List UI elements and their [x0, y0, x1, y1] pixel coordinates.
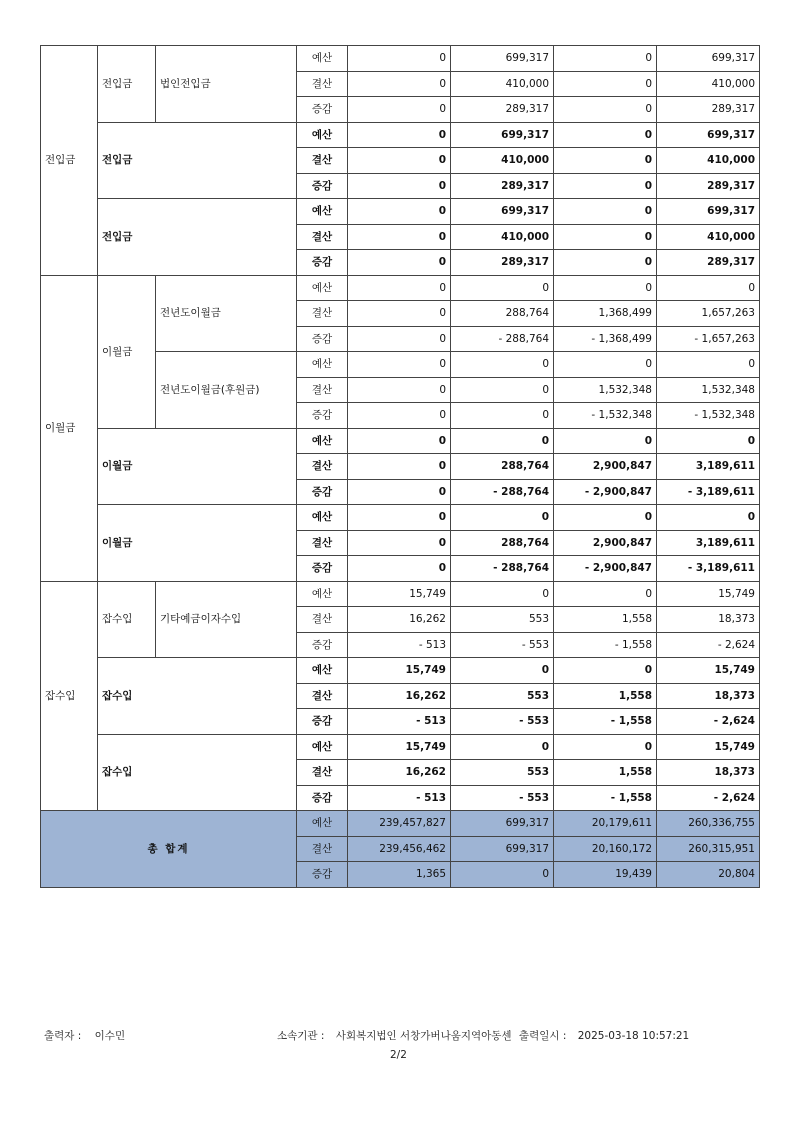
table-row	[41, 734, 760, 760]
row-type-label: 증감	[297, 709, 348, 735]
table-row	[41, 428, 760, 454]
amount-cell: 0	[554, 148, 657, 174]
amount-cell: - 3,189,611	[657, 556, 760, 582]
amount-cell: 0	[451, 581, 554, 607]
amount-cell: 699,317	[451, 811, 554, 837]
subsection-label: 전입금	[98, 46, 156, 123]
amount-cell: 289,317	[451, 173, 554, 199]
amount-cell: 553	[451, 607, 554, 633]
amount-cell: 20,804	[657, 862, 760, 888]
amount-cell: 410,000	[451, 148, 554, 174]
amount-cell: 0	[554, 122, 657, 148]
amount-cell: 20,179,611	[554, 811, 657, 837]
amount-cell: 0	[348, 122, 451, 148]
amount-cell: 0	[451, 377, 554, 403]
amount-cell: 16,262	[348, 683, 451, 709]
row-type-label: 결산	[297, 377, 348, 403]
amount-cell: 0	[348, 326, 451, 352]
subsection-label: 잡수입	[98, 581, 156, 658]
amount-cell: 0	[348, 479, 451, 505]
amount-cell: 0	[348, 301, 451, 327]
amount-cell: - 1,558	[554, 632, 657, 658]
amount-cell: 1,368,499	[554, 301, 657, 327]
amount-cell: - 513	[348, 632, 451, 658]
amount-cell: 15,749	[657, 734, 760, 760]
grand-total-label: 총 합계	[41, 811, 297, 888]
table-row	[41, 122, 760, 148]
amount-cell: 553	[451, 683, 554, 709]
amount-cell: - 2,900,847	[554, 556, 657, 582]
amount-cell: - 1,558	[554, 785, 657, 811]
amount-cell: 0	[451, 352, 554, 378]
amount-cell: 410,000	[657, 148, 760, 174]
row-type-label: 예산	[297, 581, 348, 607]
amount-cell: 18,373	[657, 760, 760, 786]
page-number: 2/2	[390, 1049, 407, 1061]
amount-cell: 0	[554, 46, 657, 72]
amount-cell: - 2,900,847	[554, 479, 657, 505]
row-type-label: 결산	[297, 454, 348, 480]
section-label: 이월금	[41, 275, 98, 581]
amount-cell: 15,749	[657, 658, 760, 684]
amount-cell: 289,317	[657, 250, 760, 276]
amount-cell: 0	[554, 352, 657, 378]
amount-cell: 0	[348, 428, 451, 454]
subtotal-label: 전입금	[98, 122, 297, 199]
row-type-label: 증감	[297, 479, 348, 505]
amount-cell: 699,317	[451, 46, 554, 72]
amount-cell: 410,000	[451, 71, 554, 97]
print-time-label: 출력일시 :	[518, 1030, 567, 1042]
amount-cell: 1,365	[348, 862, 451, 888]
amount-cell: 0	[348, 71, 451, 97]
amount-cell: 0	[554, 734, 657, 760]
amount-cell: 0	[348, 275, 451, 301]
amount-cell: 260,336,755	[657, 811, 760, 837]
amount-cell: 2,900,847	[554, 454, 657, 480]
row-type-label: 증감	[297, 785, 348, 811]
row-type-label: 예산	[297, 658, 348, 684]
row-type-label: 결산	[297, 530, 348, 556]
amount-cell: 699,317	[451, 199, 554, 225]
amount-cell: 0	[348, 352, 451, 378]
item-label: 전년도이월금(후원금)	[156, 352, 297, 429]
row-type-label: 예산	[297, 122, 348, 148]
amount-cell: - 553	[451, 709, 554, 735]
amount-cell: 0	[451, 275, 554, 301]
amount-cell: 239,456,462	[348, 836, 451, 862]
amount-cell: - 553	[451, 785, 554, 811]
org-label: 소속기관 :	[277, 1030, 325, 1042]
org-name: 사회복지법인 서창가버나움지역아동센	[335, 1030, 512, 1042]
amount-cell: - 2,624	[657, 785, 760, 811]
amount-cell: 699,317	[451, 122, 554, 148]
amount-cell: 410,000	[657, 71, 760, 97]
row-type-label: 증감	[297, 250, 348, 276]
amount-cell: 3,189,611	[657, 530, 760, 556]
row-type-label: 결산	[297, 607, 348, 633]
amount-cell: 15,749	[348, 581, 451, 607]
amount-cell: - 3,189,611	[657, 479, 760, 505]
amount-cell: - 1,657,263	[657, 326, 760, 352]
amount-cell: 0	[554, 505, 657, 531]
amount-cell: 0	[554, 428, 657, 454]
amount-cell: 1,532,348	[657, 377, 760, 403]
table-row	[41, 275, 760, 301]
row-type-label: 증감	[297, 326, 348, 352]
row-type-label: 결산	[297, 224, 348, 250]
amount-cell: 18,373	[657, 607, 760, 633]
amount-cell: 289,317	[657, 173, 760, 199]
amount-cell: 0	[348, 530, 451, 556]
subtotal-label: 이월금	[98, 428, 297, 505]
amount-cell: 0	[348, 505, 451, 531]
amount-cell: - 1,558	[554, 709, 657, 735]
amount-cell: 20,160,172	[554, 836, 657, 862]
amount-cell: 0	[657, 505, 760, 531]
amount-cell: - 513	[348, 785, 451, 811]
printer-name: 이수민	[94, 1030, 126, 1042]
row-type-label: 증감	[297, 862, 348, 888]
subtotal-label: 잡수입	[98, 658, 297, 735]
organization-info	[277, 1028, 689, 1043]
amount-cell: 1,657,263	[657, 301, 760, 327]
amount-cell: 1,532,348	[554, 377, 657, 403]
row-type-label: 예산	[297, 734, 348, 760]
amount-cell: 15,749	[348, 658, 451, 684]
amount-cell: 1,558	[554, 683, 657, 709]
amount-cell: - 288,764	[451, 326, 554, 352]
amount-cell: 553	[451, 760, 554, 786]
row-type-label: 증감	[297, 173, 348, 199]
row-type-label: 예산	[297, 811, 348, 837]
amount-cell: 15,749	[657, 581, 760, 607]
item-label: 법인전입금	[156, 46, 297, 123]
row-type-label: 결산	[297, 148, 348, 174]
grand-total-row	[41, 811, 760, 837]
budget-settlement-table	[40, 45, 760, 888]
amount-cell: 288,764	[451, 530, 554, 556]
amount-cell: 699,317	[657, 199, 760, 225]
amount-cell: 260,315,951	[657, 836, 760, 862]
amount-cell: 1,558	[554, 760, 657, 786]
amount-cell: 289,317	[657, 97, 760, 123]
amount-cell: 239,457,827	[348, 811, 451, 837]
section-label: 전입금	[41, 46, 98, 276]
amount-cell: 288,764	[451, 301, 554, 327]
amount-cell: 410,000	[451, 224, 554, 250]
row-type-label: 예산	[297, 352, 348, 378]
row-type-label: 결산	[297, 760, 348, 786]
subsection-label: 이월금	[98, 275, 156, 428]
row-type-label: 결산	[297, 836, 348, 862]
amount-cell: 0	[348, 250, 451, 276]
print-time: 2025-03-18 10:57:21	[577, 1030, 690, 1042]
row-type-label: 증감	[297, 632, 348, 658]
amount-cell: - 553	[451, 632, 554, 658]
row-type-label: 결산	[297, 301, 348, 327]
row-type-label: 결산	[297, 683, 348, 709]
amount-cell: 0	[554, 199, 657, 225]
amount-cell: - 513	[348, 709, 451, 735]
row-type-label: 예산	[297, 428, 348, 454]
amount-cell: 0	[554, 173, 657, 199]
table-row	[41, 199, 760, 225]
amount-cell: 1,558	[554, 607, 657, 633]
amount-cell: 0	[348, 377, 451, 403]
table-row	[41, 581, 760, 607]
amount-cell: 2,900,847	[554, 530, 657, 556]
row-type-label: 증감	[297, 403, 348, 429]
row-type-label: 예산	[297, 46, 348, 72]
amount-cell: 0	[657, 352, 760, 378]
amount-cell: - 1,532,348	[657, 403, 760, 429]
total-label: 잡수입	[98, 734, 297, 811]
amount-cell: 0	[348, 199, 451, 225]
row-type-label: 예산	[297, 505, 348, 531]
amount-cell: 0	[657, 428, 760, 454]
printer-label: 출력자 :	[44, 1030, 82, 1042]
amount-cell: 0	[348, 46, 451, 72]
amount-cell: - 1,368,499	[554, 326, 657, 352]
amount-cell: 288,764	[451, 454, 554, 480]
amount-cell: 0	[451, 862, 554, 888]
amount-cell: - 2,624	[657, 632, 760, 658]
amount-cell: 0	[451, 428, 554, 454]
amount-cell: 19,439	[554, 862, 657, 888]
amount-cell: 0	[554, 658, 657, 684]
amount-cell: 0	[554, 71, 657, 97]
item-label: 기타예금이자수입	[156, 581, 297, 658]
amount-cell: 0	[451, 505, 554, 531]
amount-cell: 15,749	[348, 734, 451, 760]
amount-cell: 0	[348, 173, 451, 199]
amount-cell: - 288,764	[451, 556, 554, 582]
amount-cell: 0	[348, 224, 451, 250]
amount-cell: 0	[554, 97, 657, 123]
amount-cell: 0	[348, 97, 451, 123]
table-row	[41, 658, 760, 684]
amount-cell: 0	[554, 224, 657, 250]
section-label: 잡수입	[41, 581, 98, 811]
amount-cell: 0	[657, 275, 760, 301]
amount-cell: 0	[451, 734, 554, 760]
amount-cell: - 2,624	[657, 709, 760, 735]
amount-cell: 16,262	[348, 760, 451, 786]
item-label: 전년도이월금	[156, 275, 297, 352]
amount-cell: 0	[554, 275, 657, 301]
row-type-label: 증감	[297, 556, 348, 582]
amount-cell: 0	[348, 556, 451, 582]
amount-cell: 289,317	[451, 250, 554, 276]
amount-cell: 0	[554, 581, 657, 607]
amount-cell: 18,373	[657, 683, 760, 709]
amount-cell: 699,317	[657, 46, 760, 72]
amount-cell: 0	[348, 454, 451, 480]
amount-cell: 0	[451, 658, 554, 684]
amount-cell: 0	[348, 148, 451, 174]
row-type-label: 예산	[297, 199, 348, 225]
amount-cell: 0	[348, 403, 451, 429]
amount-cell: 410,000	[657, 224, 760, 250]
table-row	[41, 46, 760, 72]
printer-info	[44, 1028, 125, 1043]
amount-cell: 0	[451, 403, 554, 429]
amount-cell: 0	[554, 250, 657, 276]
amount-cell: 3,189,611	[657, 454, 760, 480]
row-type-label: 증감	[297, 97, 348, 123]
amount-cell: 289,317	[451, 97, 554, 123]
amount-cell: 16,262	[348, 607, 451, 633]
row-type-label: 결산	[297, 71, 348, 97]
row-type-label: 예산	[297, 275, 348, 301]
amount-cell: 699,317	[657, 122, 760, 148]
total-label: 이월금	[98, 505, 297, 582]
total-label: 전입금	[98, 199, 297, 276]
amount-cell: - 1,532,348	[554, 403, 657, 429]
amount-cell: - 288,764	[451, 479, 554, 505]
amount-cell: 699,317	[451, 836, 554, 862]
table-row	[41, 505, 760, 531]
